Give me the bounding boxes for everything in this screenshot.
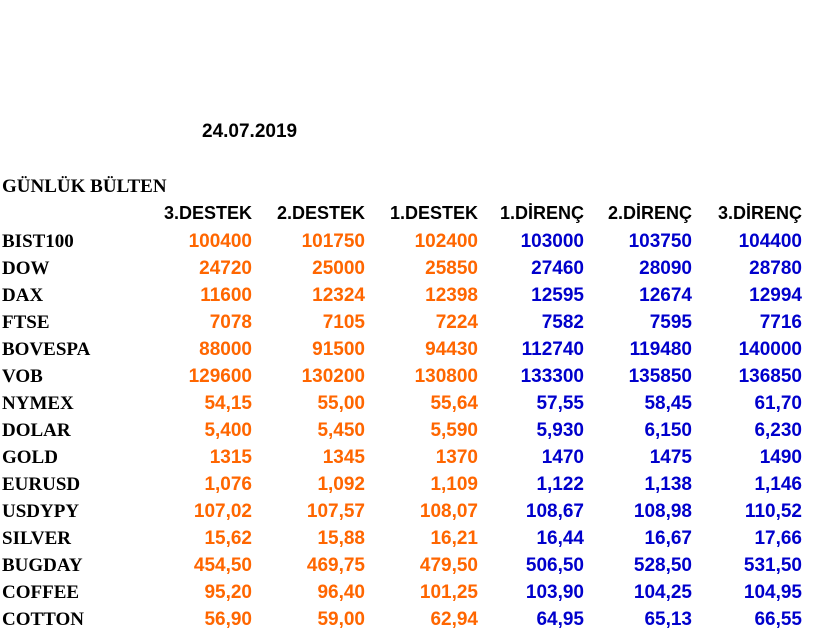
- table-row: [0, 444, 819, 471]
- resistance-value: 133300: [520, 366, 584, 387]
- instrument-name: SILVER: [2, 528, 72, 549]
- instrument-name: EURUSD: [2, 474, 81, 495]
- resistance-value: 16,44: [536, 528, 584, 549]
- resistance-value: 16,67: [644, 528, 692, 549]
- resistance-value: 136850: [738, 366, 802, 387]
- table-row: [0, 309, 819, 336]
- table-row: [0, 579, 819, 606]
- resistance-value: 103,90: [525, 582, 584, 603]
- table-row: [0, 228, 819, 255]
- resistance-value: 140000: [738, 339, 802, 360]
- resistance-value: 104400: [738, 231, 802, 252]
- resistance-value: 112740: [521, 339, 584, 360]
- support-value: 1315: [209, 447, 252, 468]
- support-value: 59,00: [317, 609, 365, 630]
- support-value: 16,21: [430, 528, 478, 549]
- instrument-name: BIST100: [2, 231, 74, 252]
- resistance-value: 135850: [628, 366, 692, 387]
- header-support-1: 1.DESTEK: [389, 203, 478, 223]
- table-row: [0, 498, 819, 525]
- instrument-name: COFFEE: [2, 582, 80, 603]
- resistance-value: 104,25: [633, 582, 692, 603]
- resistance-value: 119480: [629, 339, 692, 360]
- resistance-value: 64,95: [536, 609, 584, 630]
- resistance-value: 7582: [541, 312, 584, 333]
- support-value: 11600: [200, 285, 252, 306]
- instrument-name: DOLAR: [2, 420, 71, 441]
- resistance-value: 6,150: [644, 420, 692, 441]
- support-value: 12324: [312, 285, 365, 306]
- resistance-value: 27460: [531, 258, 584, 279]
- resistance-value: 108,67: [525, 501, 584, 522]
- header-support-3: 3.DESTEK: [163, 203, 252, 223]
- header-resistance-3: 3.DİRENÇ: [717, 203, 802, 223]
- table-row: [0, 363, 819, 390]
- resistance-value: 65,13: [644, 609, 692, 630]
- resistance-value: 6,230: [754, 420, 802, 441]
- support-value: 107,02: [193, 501, 252, 522]
- table-row: [0, 282, 819, 309]
- support-value: 88000: [199, 339, 252, 360]
- support-value: 95,20: [204, 582, 252, 603]
- header-support-2: 2.DESTEK: [276, 203, 365, 223]
- support-value: 102400: [414, 231, 478, 252]
- support-value: 12398: [425, 285, 478, 306]
- support-value: 62,94: [430, 609, 478, 630]
- table-row: [0, 471, 819, 498]
- support-value: 7224: [435, 312, 478, 333]
- resistance-value: 66,55: [754, 609, 802, 630]
- resistance-value: 12994: [749, 285, 802, 306]
- resistance-value: 17,66: [754, 528, 802, 549]
- bulletin-title: GÜNLÜK BÜLTEN: [2, 176, 167, 197]
- support-value: 101750: [301, 231, 365, 252]
- support-value: 15,88: [317, 528, 365, 549]
- support-value: 469,75: [306, 555, 365, 576]
- support-value: 96,40: [317, 582, 365, 603]
- instrument-name: USDYPY: [2, 501, 80, 522]
- resistance-value: 12595: [531, 285, 584, 306]
- support-value: 25000: [312, 258, 365, 279]
- resistance-value: 1,138: [644, 474, 692, 495]
- support-value: 100400: [188, 231, 252, 252]
- support-value: 7105: [322, 312, 365, 333]
- resistance-value: 61,70: [754, 393, 802, 414]
- resistance-value: 104,95: [743, 582, 802, 603]
- resistance-value: 28780: [749, 258, 802, 279]
- support-value: 56,90: [204, 609, 252, 630]
- support-value: 7078: [209, 312, 252, 333]
- support-value: 1,092: [317, 474, 365, 495]
- resistance-value: 1475: [649, 447, 692, 468]
- support-value: 25850: [425, 258, 478, 279]
- instrument-name: NYMEX: [2, 393, 74, 414]
- instrument-name: BUGDAY: [2, 555, 83, 576]
- support-value: 55,64: [430, 393, 478, 414]
- resistance-value: 5,930: [536, 420, 584, 441]
- table-row: [0, 552, 819, 579]
- header-resistance-2: 2.DİRENÇ: [607, 203, 692, 223]
- support-value: 94430: [425, 339, 478, 360]
- resistance-value: 7716: [759, 312, 802, 333]
- table-row: [0, 525, 819, 552]
- instrument-name: DAX: [2, 285, 44, 306]
- support-value: 1345: [322, 447, 365, 468]
- instrument-name: VOB: [2, 366, 43, 387]
- resistance-value: 1490: [759, 447, 802, 468]
- resistance-value: 1,122: [536, 474, 584, 495]
- support-value: 1,076: [204, 474, 252, 495]
- support-value: 91500: [312, 339, 365, 360]
- table-row: [0, 336, 819, 363]
- resistance-value: 506,50: [525, 555, 584, 576]
- support-value: 479,50: [419, 555, 478, 576]
- instrument-name: DOW: [2, 258, 50, 279]
- resistance-value: 1,146: [754, 474, 802, 495]
- resistance-value: 103750: [628, 231, 692, 252]
- table-row: [0, 390, 819, 417]
- support-value: 5,590: [430, 420, 478, 441]
- instrument-name: FTSE: [2, 312, 50, 333]
- support-value: 107,57: [306, 501, 365, 522]
- resistance-value: 103000: [520, 231, 584, 252]
- table-row: [0, 417, 819, 444]
- support-value: 130200: [301, 366, 365, 387]
- support-value: 101,25: [419, 582, 478, 603]
- resistance-value: 58,45: [644, 393, 692, 414]
- support-value: 15,62: [204, 528, 252, 549]
- table-row: [0, 606, 819, 633]
- support-value: 5,450: [317, 420, 365, 441]
- resistance-value: 528,50: [633, 555, 692, 576]
- instrument-name: COTTON: [2, 609, 85, 630]
- instrument-name: GOLD: [2, 447, 58, 468]
- resistance-value: 531,50: [743, 555, 802, 576]
- resistance-value: 28090: [639, 258, 692, 279]
- support-value: 130800: [414, 366, 478, 387]
- support-value: 1,109: [430, 474, 478, 495]
- support-value: 1370: [435, 447, 478, 468]
- instrument-name: BOVESPA: [2, 339, 91, 360]
- resistance-value: 7595: [649, 312, 692, 333]
- table-row: [0, 255, 819, 282]
- bulletin-date: 24.07.2019: [202, 121, 298, 142]
- resistance-value: 108,98: [633, 501, 692, 522]
- resistance-value: 1470: [541, 447, 584, 468]
- support-value: 454,50: [193, 555, 252, 576]
- support-value: 55,00: [317, 393, 365, 414]
- support-value: 24720: [199, 258, 252, 279]
- resistance-value: 57,55: [536, 393, 584, 414]
- support-value: 129600: [188, 366, 252, 387]
- resistance-value: 12674: [639, 285, 692, 306]
- support-value: 5,400: [204, 420, 252, 441]
- resistance-value: 110,52: [744, 501, 802, 522]
- support-value: 54,15: [204, 393, 252, 414]
- support-value: 108,07: [419, 501, 478, 522]
- header-resistance-1: 1.DİRENÇ: [499, 203, 584, 223]
